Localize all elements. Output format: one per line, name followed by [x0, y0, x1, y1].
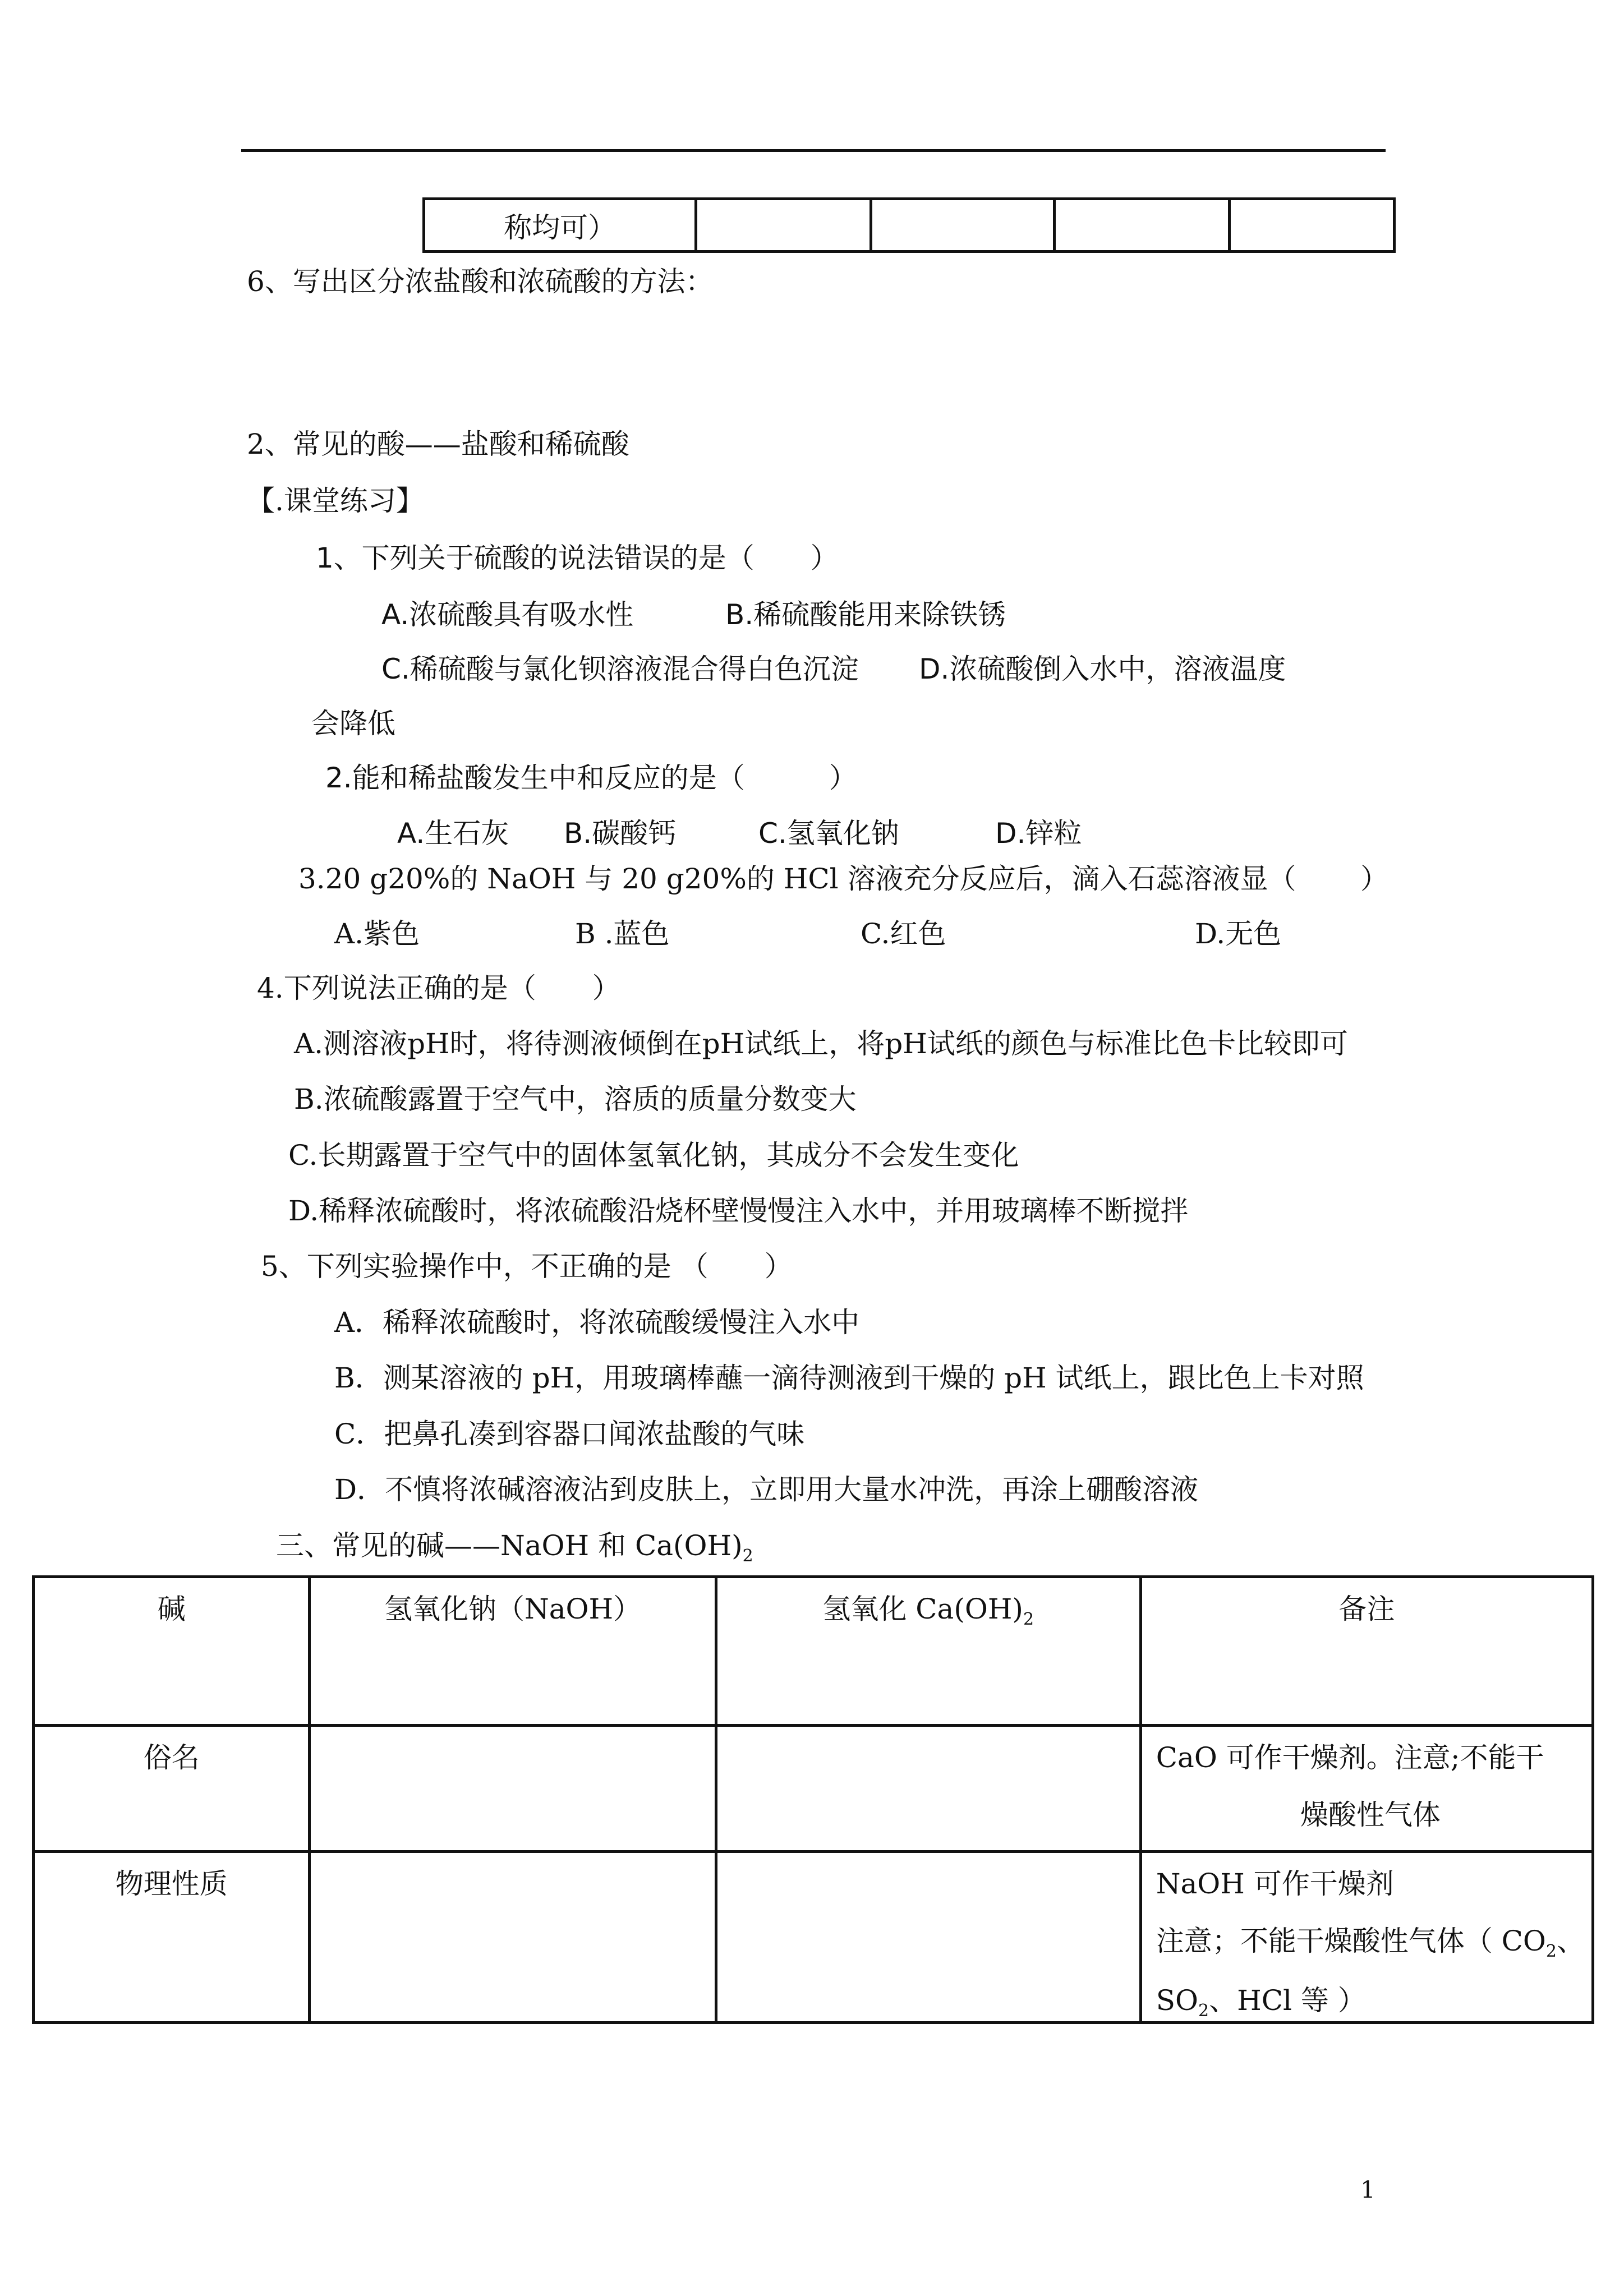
base-table-header-caoh2: [716, 1577, 1140, 1726]
section2-heading: 2、常见的酸——盐酸和稀硫酸: [247, 428, 629, 460]
row-physical-naoh: [310, 1852, 716, 2023]
row-physical-caoh2: [716, 1852, 1140, 2023]
q3-option-d: D.无色: [1195, 918, 1282, 950]
page-number: 1: [1360, 2176, 1375, 2203]
top-table-cell-text: 称均可）: [504, 211, 616, 244]
base-table: [32, 1575, 1594, 2024]
q3-stem: 3.20 g20%的 NaOH 与 20 g20%的 HCl 溶液充分反应后，滴入石蕊溶液显（: [298, 863, 1296, 895]
q2-option-c: C.氢氧化钠: [758, 817, 899, 850]
row-physical-note-line3-end: 、HCl 等 ）: [1209, 1984, 1366, 2017]
q4-option-b: B.浓硫酸露置于空气中，溶质的质量分数变大: [294, 1083, 857, 1115]
q5-stem: 5、下列实验操作中，不正确的是 （ ）: [261, 1250, 793, 1283]
row-common-name-note-line2: 燥酸性气体: [1300, 1799, 1441, 1831]
row-physical-note-cell: [1140, 1852, 1593, 2023]
row-physical-note-line3: [1156, 1978, 1585, 2021]
header-rule: [241, 149, 1386, 152]
row-common-name-label-cell: [34, 1726, 310, 1852]
row-common-name-naoh: [310, 1726, 716, 1852]
exercise-label: 【.课堂练习】: [247, 485, 424, 517]
q1-option-d-cont: 会降低: [311, 707, 395, 740]
q4-stem: 4.下列说法正确的是（ ）: [257, 972, 620, 1004]
base-table-header-naoh: [310, 1577, 716, 1726]
section3-heading-subscript: 2: [742, 1546, 753, 1566]
top-table-cell-4: [1055, 199, 1230, 252]
header-caoh2-subscript: 2: [1023, 1610, 1034, 1629]
q1-option-b: B.稀硫酸能用来除铁锈: [725, 598, 1006, 631]
top-table: [422, 197, 1396, 253]
row-physical-label: 物理性质: [115, 1868, 228, 1900]
q5-option-c: C．把鼻孔凑到容器口闻浓盐酸的气味: [334, 1418, 805, 1450]
q4-option-c: C.长期露置于空气中的固体氢氧化钠，其成分不会发生变化: [288, 1139, 1019, 1172]
row-common-name-note-cell: [1140, 1726, 1593, 1852]
q4-option-a: A.测溶液pH时，将待测液倾倒在pH试纸上，将pH试纸的颜色与标准比色卡比较即可: [294, 1027, 1348, 1060]
top-table-cell-3: [871, 199, 1055, 252]
q2-option-d: D.锌粒: [995, 817, 1082, 850]
top-table-cell-1: [424, 199, 696, 252]
row-physical-note-line2-text: 注意；不能干燥酸性气体（ CO: [1156, 1925, 1546, 1957]
q5-option-a: A．稀释浓硫酸时，将浓硫酸缓慢注入水中: [334, 1306, 860, 1339]
row-common-name-note-line1: CaO 可作干燥剂。注意;不能干: [1156, 1741, 1544, 1774]
row-physical-note-line2: [1156, 1919, 1585, 1961]
q3-option-c: C.红色: [861, 918, 946, 950]
row-common-name-caoh2: [716, 1726, 1140, 1852]
q4-option-d: D.稀释浓硫酸时，将浓硫酸沿烧杯壁慢慢注入水中，并用玻璃棒不断搅拌: [288, 1195, 1189, 1227]
q2-stem: 2.能和稀盐酸发生中和反应的是（ ）: [325, 762, 857, 794]
row-common-name-label: 俗名: [143, 1741, 200, 1774]
co2-subscript: 2: [1545, 1942, 1557, 1961]
row-physical-note-line1: NaOH 可作干燥剂: [1156, 1868, 1394, 1900]
row-physical-note-line2-end: 、: [1557, 1925, 1585, 1957]
q3-option-a: A.紫色: [334, 918, 420, 950]
header-caoh2: 氢氧化 Ca(OH): [822, 1593, 1023, 1625]
question-6: 6、写出区分浓盐酸和浓硫酸的方法：: [247, 265, 714, 298]
base-table-header-notes: [1140, 1577, 1593, 1726]
q1-option-d: D.浓硫酸倒入水中，溶液温度: [919, 653, 1286, 685]
q5-option-d: D．不慎将浓碱溶液沾到皮肤上，立即用大量水冲洗，再涂上硼酸溶液: [334, 1473, 1199, 1506]
row-physical-label-cell: [34, 1852, 310, 2023]
q5-option-b: B．测某溶液的 pH，用玻璃棒蘸一滴待测液到干燥的 pH 试纸上，跟比色上卡对照: [334, 1362, 1364, 1394]
q1-option-c: C.稀硫酸与氯化钡溶液混合得白色沉淀: [381, 653, 859, 685]
top-table-cell-2: [696, 199, 871, 252]
q1-stem: 1、下列关于硫酸的说法错误的是（ ）: [316, 542, 839, 574]
header-base: 碱: [157, 1593, 186, 1625]
header-notes: 备注: [1338, 1593, 1395, 1625]
so2-subscript: 2: [1198, 2001, 1209, 2021]
base-table-header-base: [34, 1577, 310, 1726]
header-naoh: 氢氧化钠（NaOH）: [384, 1593, 642, 1625]
q3-paren-close: ）: [1360, 863, 1388, 895]
q2-option-b: B.碳酸钙: [564, 817, 677, 850]
section3-heading-text: 三、常见的碱——NaOH 和 Ca(OH): [276, 1529, 743, 1562]
top-table-cell-5: [1230, 199, 1395, 252]
q3-option-b: B .蓝色: [575, 918, 670, 950]
row-physical-note-line3-so: SO: [1156, 1984, 1198, 2017]
q1-option-a: A.浓硫酸具有吸水性: [381, 598, 634, 631]
q2-option-a: A.生石灰: [397, 817, 509, 850]
section3-heading: [276, 1523, 753, 1566]
